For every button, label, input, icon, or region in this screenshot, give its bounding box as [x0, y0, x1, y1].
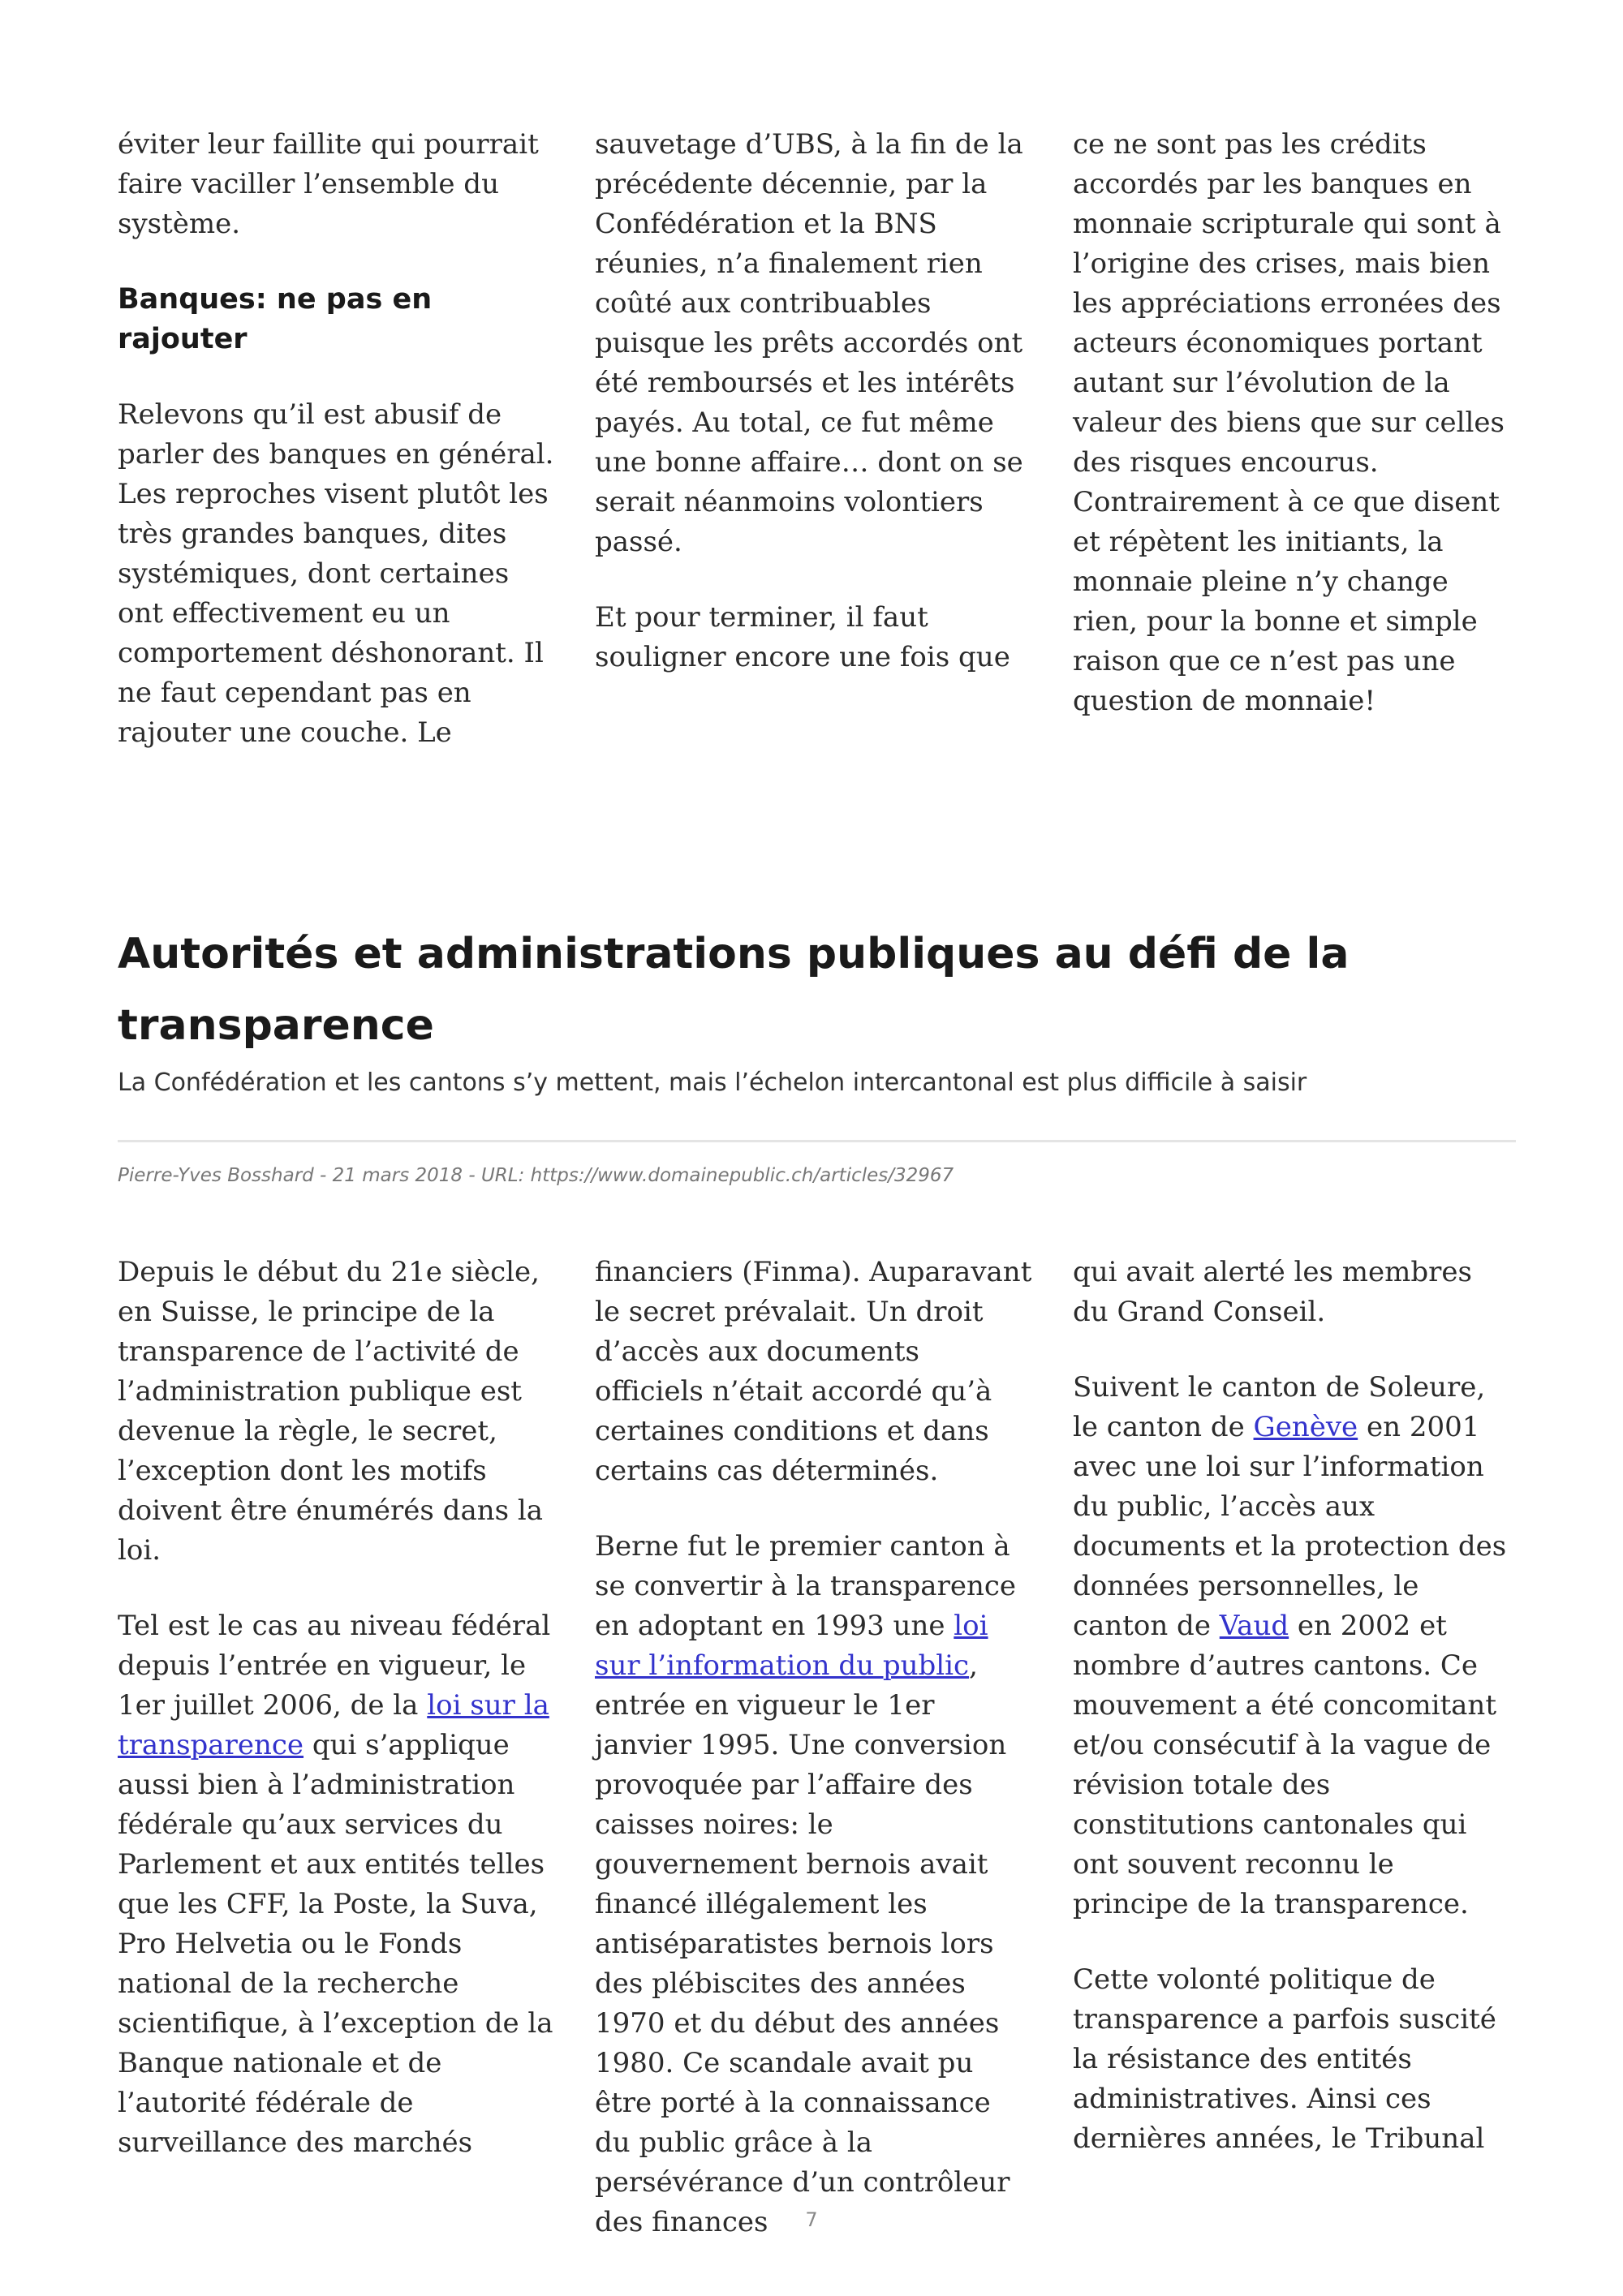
text-run: Suivent le canton de Soleure, le canton de: [1073, 1371, 1486, 1443]
prev-article-column-2: [595, 125, 1033, 677]
article-column-2: [595, 1253, 1033, 2242]
paragraph: éviter leur faillite qui pourrait faire vaciller l’ensemble du système.: [118, 128, 539, 240]
text-run: qui s’applique aussi bien à l’administration fédérale qu’aux services du Parlement et aux entités telles que les CFF, la Poste, la Suva, Pro Helvetia ou le Fonds national de la recherche scientifique, à l’exception de la Banque nationale et de l’autorité fédérale de surveillance des marchés: [118, 1729, 553, 2159]
text-run: Tel est le cas au niveau fédéral depuis l’entrée en vigueur, le 1er juillet 2006, de la: [118, 1610, 551, 1722]
page-number: 7: [805, 2208, 818, 2231]
paragraph: Cette volonté politique de transparence a parfois suscité la résistance des entités administratives. Ainsi ces dernières années, le Tribunal: [1073, 1963, 1496, 2155]
article-column-3: [1073, 1253, 1511, 2159]
article-meta: Pierre-Yves Bosshard - 21 mars 2018 - URL: https://www.domainepublic.ch/articles/32967: [118, 1165, 954, 1186]
link-loi-transparence[interactable]: loi sur la transparence: [118, 1689, 549, 1761]
article-column-1: [118, 1253, 556, 2163]
text-run: en 2002 et nombre d’autres cantons. Ce mouvement a été concomitant et/ou consécutif à la vague de révision totale des constitutions cantonales qui ont souvent reconnu le principe de la transparence.: [1073, 1610, 1496, 1920]
link-geneve[interactable]: Genève: [1253, 1411, 1358, 1443]
article-subtitle: La Confédération et les cantons s’y mettent, mais l’échelon intercantonal est plus difficile à saisir: [118, 1068, 1307, 1097]
paragraph: Depuis le début du 21e siècle, en Suisse, le principe de la transparence de l’activité de l’administration publique est devenue la règle, le secret, l’exception dont les motifs doivent être énumérés dans la loi.: [118, 1256, 544, 1567]
text-run: en 2001 avec une loi sur l’information du public, l’accès aux documents et la protection des données personnelles, le canton de: [1073, 1411, 1507, 1642]
divider: [118, 1140, 1516, 1142]
paragraph: qui avait alerté les membres du Grand Conseil.: [1073, 1256, 1472, 1328]
link-loi-information-public[interactable]: loi sur l’information du public: [595, 1610, 988, 1682]
text-run: Berne fut le premier canton à se convertir à la transparence en adoptant en 1993 une: [595, 1530, 1016, 1642]
prev-article-column-1: [118, 125, 556, 753]
paragraph: sauvetage d’UBS, à la fin de la précédente décennie, par la Confédération et la BNS réunies, n’a finalement rien coûté aux contribuables puisque les prêts accordés ont été remboursés et les intérêts payés. Au total, ce fut même une bonne affaire… dont on se serait néanmoins volontiers passé.: [595, 128, 1023, 558]
text-run: , entrée en vigueur le 1er janvier 1995. Une conversion provoquée par l’affaire des caisses noires: le gouvernement bernois avait financé illégalement les antiséparatistes bernois lors des plébiscites des années 1970 et du début des années 1980. Ce scandale avait pu être porté à la connaissance du public grâce à la persévérance d’un contrôleur des finances: [595, 1649, 1010, 2238]
section-subheading: Banques: ne pas en rajouter: [118, 283, 433, 355]
paragraph: Relevons qu’il est abusif de parler des banques en général. Les reproches visent plutôt les très grandes banques, dites systémiques, dont certaines ont effectivement eu un comportement déshonorant. Il ne faut cependant pas en rajouter une couche. Le: [118, 398, 554, 749]
link-vaud[interactable]: Vaud: [1219, 1610, 1289, 1642]
paragraph: ce ne sont pas les crédits accordés par les banques en monnaie scripturale qui sont à l’origine des crises, mais bien les appréciations erronées des acteurs économiques portant autant sur l’évolution de la valeur des biens que sur celles des risques encourus. Contrairement à ce que disent et répètent les initiants, la monnaie pleine n’y change rien, pour la bonne et simple raison que ce n’est pas une question de monnaie!: [1073, 128, 1505, 717]
paragraph: [1073, 1368, 1511, 1924]
paragraph: [118, 1606, 556, 2163]
paragraph: Et pour terminer, il faut souligner encore une fois que: [595, 601, 1010, 673]
prev-article-column-3: [1073, 125, 1511, 721]
paragraph: [595, 1527, 1033, 2242]
article-title: Autorités et administrations publiques au défi de la transparence: [118, 930, 1350, 1050]
paragraph: financiers (Finma). Auparavant le secret prévalait. Un droit d’accès aux documents officiels n’était accordé qu’à certaines conditions et dans certains cas déterminés.: [595, 1256, 1032, 1487]
